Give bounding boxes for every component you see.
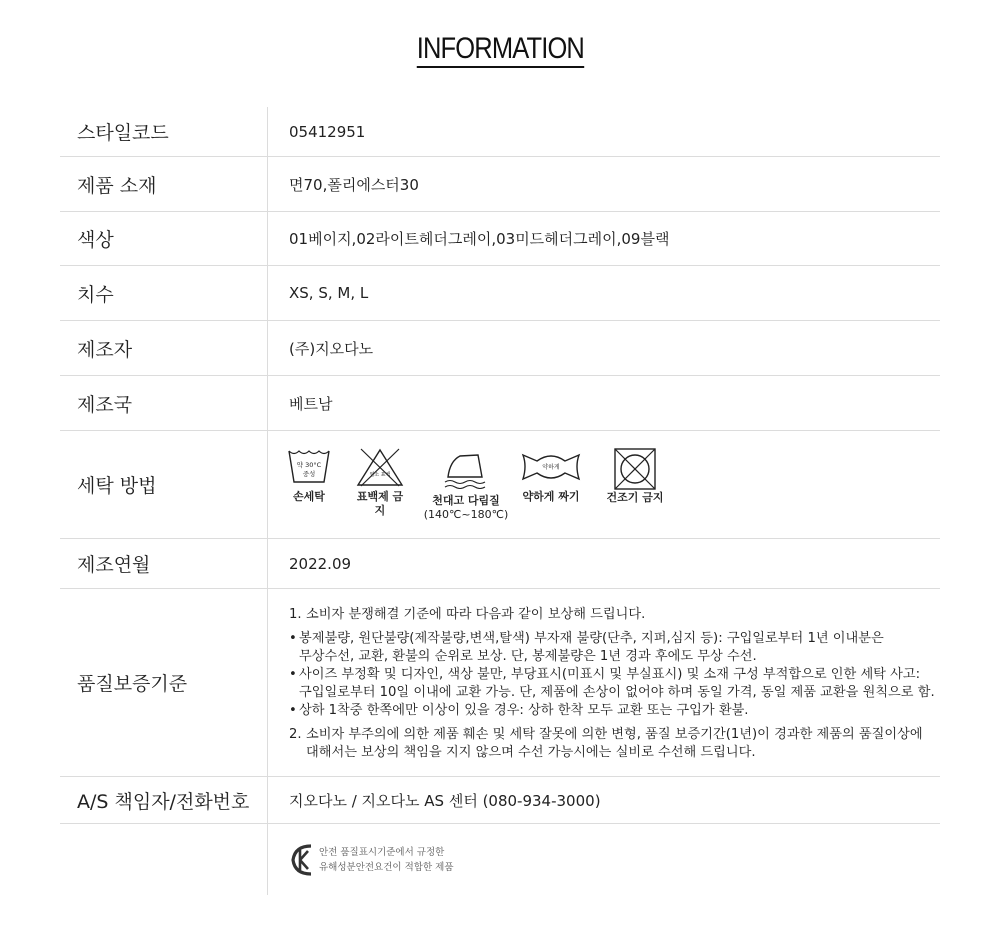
kc-certification bbox=[289, 842, 454, 878]
no-bleach-icon bbox=[355, 447, 405, 487]
no-bleach-caption: 표백제 금지 bbox=[356, 490, 404, 517]
wash-item-no-bleach bbox=[354, 447, 406, 518]
quality-value bbox=[268, 589, 940, 776]
production-date-label: 제조연월 bbox=[60, 539, 268, 588]
washing-label: 세탁 방법 bbox=[60, 431, 268, 538]
page-title: INFORMATION bbox=[416, 33, 583, 68]
row-size bbox=[60, 266, 940, 321]
svg-text:약 30°C: 약 30°C bbox=[296, 461, 322, 469]
title-wrap bbox=[0, 33, 1000, 68]
row-country bbox=[60, 376, 940, 431]
size-label: 치수 bbox=[60, 266, 268, 320]
size-value: XS, S, M, L bbox=[289, 284, 369, 302]
material-value: 면70,폴리에스터30 bbox=[289, 175, 419, 194]
iron-icon bbox=[442, 447, 490, 489]
as-contact-label: A/S 책임자/전화번호 bbox=[60, 777, 268, 823]
washing-value bbox=[268, 431, 940, 538]
quality-item-2: 2. 소비자 부주의에 의한 제품 훼손 및 세탁 잘못에 의한 변형, 품질 보증기간(1년)이 경과한 제품의 품질이상에 대해서는 보상의 책임을 지지 않으며 수선 가능시에는 실비로 수선해 드립니다. bbox=[289, 727, 923, 760]
quality-bullet-2: • 사이즈 부정확 및 디자인, 색상 불만, 부당표시(미표시 및 부실표시) 및 소재 구성 부적합으로 인한 세탁 사고: 구입일로부터 10일 이내에 교환 가능. 단, 제품에 손상이 없어야 하며 동일 가격, 동일 제품 교환을 원칙으로 함. bbox=[289, 667, 935, 700]
row-quality bbox=[60, 589, 940, 777]
style-code-label: 스타일코드 bbox=[60, 107, 268, 156]
quality-bullet-3: • 상하 1착중 한쪽에만 이상이 있을 경우: 상하 한착 모두 교환 또는 구입가 환불. bbox=[289, 703, 749, 718]
row-washing bbox=[60, 431, 940, 539]
color-label: 색상 bbox=[60, 212, 268, 265]
kc-value bbox=[268, 824, 940, 895]
row-manufacturer bbox=[60, 321, 940, 376]
style-code-value: 05412951 bbox=[289, 122, 366, 141]
country-value: 베트남 bbox=[289, 394, 333, 413]
no-tumble-dry-caption: 건조기 금지 bbox=[606, 491, 664, 504]
wash-icon-list bbox=[289, 431, 667, 538]
hand-wash-icon bbox=[287, 447, 331, 485]
quality-bullet-1: • 봉제불량, 원단불량(제작불량,변색,탈색) 부자재 불량(단추, 지퍼,심지 등): 구입일로부터 1년 이내분은 무상수선, 교환, 환불의 순위로 보상. 단, 봉제불량은 1년 경과 후에도 무상 수선. bbox=[289, 631, 884, 664]
country-label: 제조국 bbox=[60, 376, 268, 430]
row-as-contact bbox=[60, 777, 940, 824]
wash-item-hand-wash bbox=[287, 447, 331, 504]
row-production-date bbox=[60, 539, 940, 589]
kc-line-1: 안전 품질표시기준에서 규정한 bbox=[319, 846, 445, 858]
wring-gently-icon bbox=[521, 447, 581, 485]
material-label: 제품 소재 bbox=[60, 157, 268, 211]
kc-label-cell bbox=[60, 824, 268, 895]
row-material bbox=[60, 157, 940, 212]
iron-temperature: (140℃~180℃) bbox=[423, 508, 509, 521]
quality-label: 품질보증기준 bbox=[60, 589, 268, 776]
color-value: 01베이지,02라이트헤더그레이,03미드헤더그레이,09블랙 bbox=[289, 230, 670, 248]
iron-caption: 천대고 다림질 bbox=[432, 494, 500, 507]
quality-item-1: 1. 소비자 분쟁해결 기준에 따라 다음과 같이 보상해 드립니다. bbox=[289, 607, 646, 622]
svg-text:중성: 중성 bbox=[302, 470, 316, 478]
wash-item-no-tumble-dry bbox=[603, 447, 667, 505]
wash-item-iron bbox=[423, 447, 509, 522]
kc-line-2: 유해성분안전요건이 적합한 제품 bbox=[319, 861, 454, 873]
kc-logo-icon bbox=[289, 842, 315, 878]
svg-text:약하게: 약하게 bbox=[542, 464, 560, 471]
as-contact-value: 지오다노 / 지오다노 AS 센터 (080-934-3000) bbox=[289, 791, 601, 810]
manufacturer-value: (주)지오다노 bbox=[289, 339, 374, 358]
row-kc bbox=[60, 824, 940, 895]
svg-text:염소 표백: 염소 표백 bbox=[369, 472, 391, 478]
kc-text bbox=[319, 845, 454, 875]
no-tumble-dry-icon bbox=[612, 447, 658, 491]
row-style-code bbox=[60, 107, 940, 157]
wash-item-wring-gently bbox=[519, 447, 583, 504]
info-table bbox=[60, 107, 940, 895]
row-color bbox=[60, 212, 940, 266]
production-date-value: 2022.09 bbox=[289, 554, 352, 573]
hand-wash-caption: 손세탁 bbox=[293, 490, 325, 503]
manufacturer-label: 제조자 bbox=[60, 321, 268, 375]
wring-gently-caption: 약하게 짜기 bbox=[522, 490, 580, 503]
